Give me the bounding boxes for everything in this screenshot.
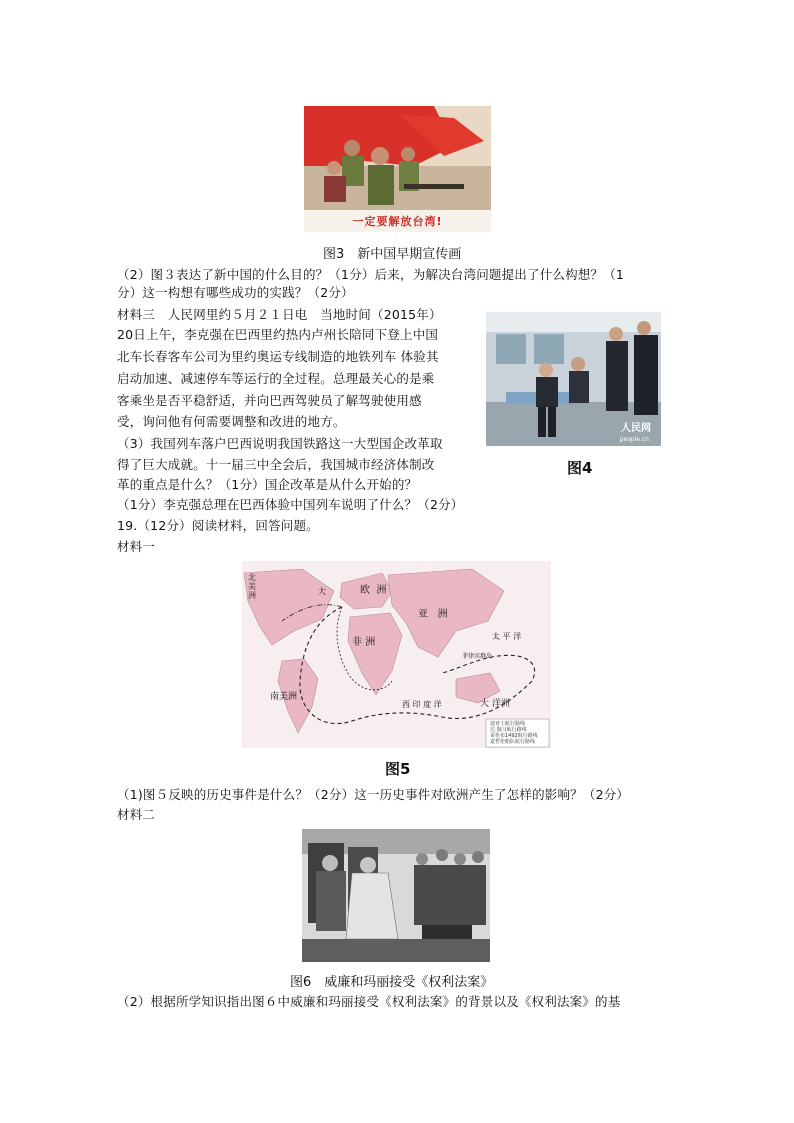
fig6-caption: 图6 威廉和玛丽接受《权利法案》 bbox=[290, 975, 494, 990]
watermark-text: 人民网 bbox=[621, 423, 651, 434]
poster-banner-text: 一定要解放台湾! bbox=[352, 215, 443, 228]
world-map-image bbox=[242, 561, 551, 748]
material3-line-5: 客乘坐是否平稳舒适，并向巴西驾驶员了解驾驶使用感 bbox=[117, 393, 422, 408]
map-label-asia: 亚 洲 bbox=[418, 609, 448, 620]
map-label-africa: 非 洲 bbox=[352, 637, 376, 648]
q3-line-1: （3）我国列车落户巴西说明我国铁路这一大型国企改革取 bbox=[117, 436, 443, 451]
fig4-caption: 图4 bbox=[567, 459, 593, 477]
map-label-south-america: 南美洲 bbox=[270, 692, 298, 702]
q2-line-2: 分）这一构想有哪些成功的实践？（2分） bbox=[117, 285, 354, 300]
q3-line-4: （1分）李克强总理在巴西体验中国列车说明了什么？（2分） bbox=[117, 497, 464, 512]
material1-label: 材料一 bbox=[117, 539, 156, 554]
watermark-sub: people.cn bbox=[619, 436, 649, 443]
fig5-caption: 图5 bbox=[385, 760, 411, 778]
material3-line-6: 受，询问他有何需要调整和改进的地方。 bbox=[117, 414, 346, 429]
q1-line: （1)图５反映的历史事件是什么？（2分）这一历史事件对欧洲产生了怎样的影响？（2分） bbox=[117, 787, 630, 802]
q3-line-3: 革的重点是什么？（1分）国企改革是从什么开始的？ bbox=[117, 477, 418, 492]
engraving-image bbox=[302, 829, 490, 962]
material3-line-3: 北车长春客车公司为里约奥运专线制造的地铁列车 体验其 bbox=[117, 349, 439, 364]
q2-line-1: （2）图３表达了新中国的什么目的？（1分）后来，为解决台湾问题提出了什么构想？（1 bbox=[117, 267, 625, 282]
map-legend: 迪亚士航行路线 达·伽马航行路线 哥伦布1492航行路线 麦哲伦船队航行路线 bbox=[490, 721, 538, 745]
q19-heading: 19.（12分）阅读材料，回答问题。 bbox=[117, 518, 319, 533]
material3-line-1: 材料三 人民网里约５月２１日电 当地时间（2015年） bbox=[117, 307, 442, 322]
map-label-pacific: 太 平 洋 bbox=[492, 632, 522, 641]
map-label-indian-ocean: 西 印 度 洋 bbox=[402, 700, 442, 709]
q3-line-2: 得了巨大成就。十一届三中全会后，我国城市经济体制改 bbox=[117, 457, 435, 472]
map-label-oceania: 大 洋洲 bbox=[480, 699, 510, 709]
train-photo-image bbox=[486, 312, 661, 446]
material2-label: 材料二 bbox=[117, 807, 156, 822]
map-label-europe: 欧 洲 bbox=[360, 585, 387, 596]
material3-line-4: 启动加速、减速停车等运行的全过程。总理最关心的是乘 bbox=[117, 371, 435, 386]
fig3-caption: 图3 新中国早期宣传画 bbox=[323, 247, 462, 262]
q2b-line: （2）根据所学知识指出图６中威廉和玛丽接受《权利法案》的背景以及《权利法案》的基 bbox=[117, 994, 621, 1009]
material3-line-2: 20日上午，李克强在巴西里约热内卢州长陪同下登上中国 bbox=[117, 327, 439, 342]
map-label-atlantic: 大 bbox=[318, 587, 326, 596]
map-label-north-america: 北 美 洲 bbox=[248, 573, 256, 600]
map-label-philippines: 菲律宾群岛 bbox=[462, 653, 493, 660]
propaganda-poster-image bbox=[304, 106, 491, 232]
